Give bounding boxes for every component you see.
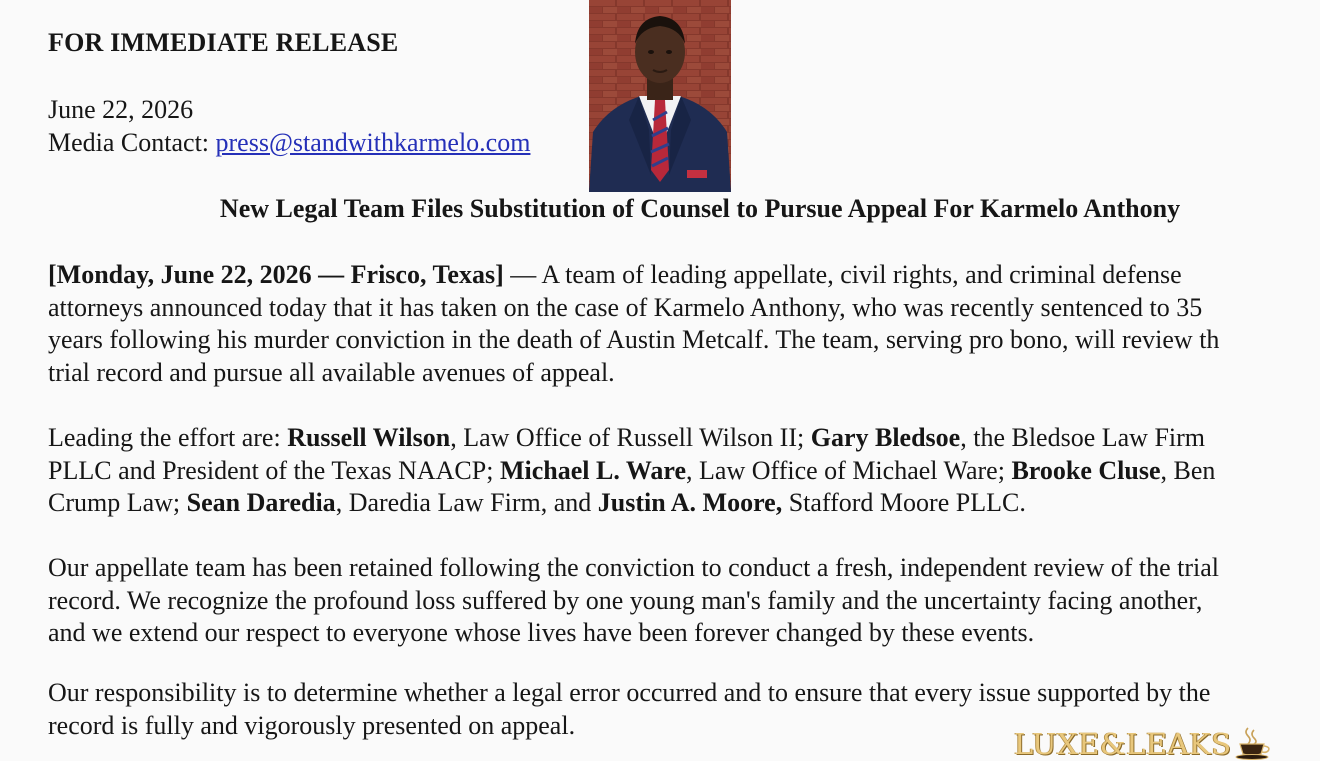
paragraph-line: attorneys announced today that it has taken on the case of Karmelo Anthony, who was recently sentenced to 35 [48,292,1203,322]
paragraph-line [48,259,1320,292]
headline: New Legal Team Files Substitution of Counsel to Pursue Appeal For Karmelo Anthony [219,194,1181,223]
contact-email-link[interactable]: press@standwithkarmelo.com [215,128,531,157]
paragraph-line [48,487,1320,520]
paragraph-line: Our responsibility is to determine whether a legal error occurred and to ensure that every issue supported by the [48,678,1211,707]
paragraph-line: years following his murder conviction in the death of Austin Metcalf. The team, serving pro bono, will review th [48,325,1220,354]
text-span: , Law Office of Russell Wilson II; [450,423,811,452]
text-span: Crump Law; [48,488,187,517]
attorney-name: Brooke Cluse [1011,455,1161,485]
attorney-name: Gary Bledsoe [810,423,961,452]
media-contact [48,128,530,158]
attorney-name: Russell Wilson [287,423,451,452]
dateline: [Monday, June 22, 2026 — Frisco, Texas] [48,260,504,289]
portrait-image [589,0,731,192]
coffee-cup-icon [1234,726,1274,760]
paragraph-line: and we extend our respect to everyone whose lives have been forever changed by these events. [48,618,1035,647]
paragraph-legal-team [48,422,1320,520]
paragraph-line: trial record and pursue all available avenues of appeal. [48,357,615,387]
paragraph-line: record is fully and vigorously presented on appeal. [48,710,576,740]
release-date: June 22, 2026 [48,95,194,124]
attorney-name: Sean Daredia [186,488,336,517]
text-span: , Ben [1160,455,1216,485]
text-span: Leading the effort are: [48,423,288,452]
paragraph-line [48,455,1320,488]
attorney-name: Justin A. Moore, [597,488,783,517]
text-span: , Law Office of Michael Ware; [686,455,1012,485]
text-span: PLLC and President of the Texas NAACP; [48,455,500,485]
contact-label: Media Contact: [48,128,210,157]
paragraph-review [48,552,1320,650]
paragraph-line: Our appellate team has been retained following the conviction to conduct a fresh, independent review of the trial [48,553,1220,582]
watermark-text: LUXE&LEAKS [1014,727,1232,761]
portrait-photo [589,0,731,192]
paragraph-line [48,422,1320,455]
text-span: — A team of leading appellate, civil rights, and criminal defense [503,260,1182,289]
paragraph-line: record. We recognize the profound loss suffered by one young man's family and the uncertainty facing another, [48,585,1203,615]
release-label: FOR IMMEDIATE RELEASE [48,28,399,57]
text-span: , Daredia Law Firm, and [335,488,598,517]
watermark-logo [1014,728,1274,760]
text-span: Stafford Moore PLLC. [782,488,1026,517]
text-span: , the Bledsoe Law Firm [960,423,1206,452]
attorney-name: Michael L. Ware [499,455,687,485]
paragraph-announcement [48,259,1320,389]
